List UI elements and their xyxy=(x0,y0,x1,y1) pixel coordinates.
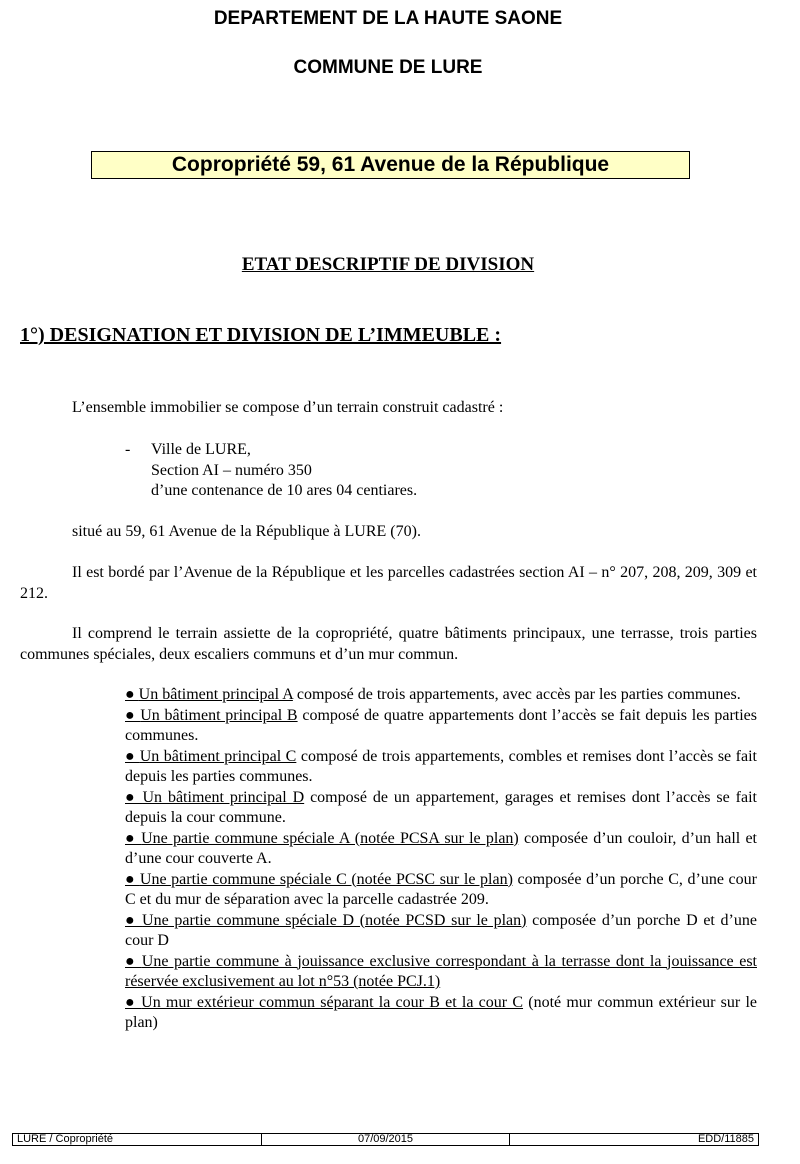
footer-reference: EDD/11885 xyxy=(509,1134,758,1145)
property-title-box xyxy=(91,151,690,179)
list-item: ● Un bâtiment principal B composé de quatre appartements dont l’accès se fait depuis les parties communes. xyxy=(125,706,757,744)
list-item: ● Un bâtiment principal D composé de un appartement, garages et remises dont l’accès se fait depuis la cour commune. xyxy=(125,788,757,826)
composition-paragraph: Il comprend le terrain assiette de la copropriété, quatre bâtiments principaux, une terrasse, trois parties communes spéciales, deux escaliers communs et d’un mur commun. xyxy=(20,625,757,663)
location-paragraph: situé au 59, 61 Avenue de la République à LURE (70). xyxy=(72,523,421,540)
commune-heading: COMMUNE DE LURE xyxy=(293,57,483,78)
cadastre-city: Ville de LURE, xyxy=(151,441,251,458)
borders-paragraph: Il est bordé par l’Avenue de la République et les parcelles cadastrées section AI – n° 207, 208, 209, 309 et 212. xyxy=(20,564,757,602)
cadastre-area: d’une contenance de 10 ares 04 centiares. xyxy=(151,482,418,499)
footer-left: LURE / Copropriété xyxy=(17,1133,113,1145)
list-item: ● Une partie commune spéciale D (notée PCSD sur le plan) composée d’un porche D et d’une cour D xyxy=(125,911,757,949)
department-heading: DEPARTEMENT DE LA HAUTE SAONE xyxy=(213,8,563,29)
list-item: ● Une partie commune spéciale C (notée PCSC sur le plan) composée d’un porche C, d’une cour C et du mur de séparation avec la parcelle cadastrée 209. xyxy=(125,870,757,908)
list-item: ● Une partie commune à jouissance exclusive correspondant à la terrasse dont la jouissance est réservée exclusivement au lot n°53 (notée PCJ.1) xyxy=(125,952,757,990)
list-item: ● Un mur extérieur commun séparant la cour B et la cour C (noté mur commun extérieur sur le plan) xyxy=(125,993,758,1031)
document-heading: ETAT DESCRIPTIF DE DIVISION xyxy=(241,254,535,275)
intro-paragraph: L’ensemble immobilier se compose d’un terrain construit cadastré : xyxy=(72,399,504,416)
cadastre-section: Section AI – numéro 350 xyxy=(151,461,312,479)
cadastre-lines xyxy=(151,440,417,502)
list-item: ● Un bâtiment principal C composé de trois appartements, combles et remises dont l’accès se fait depuis les parties communes. xyxy=(125,747,757,785)
footer-date: 07/09/2015 xyxy=(261,1134,510,1145)
page-footer xyxy=(12,1133,759,1146)
list-item: ● Une partie commune spéciale A (notée PCSA sur le plan) composée d’un couloir, d’un hall et d’une cour couverte A. xyxy=(125,829,757,867)
list-dash: - xyxy=(125,441,131,458)
section-title: 1°) DESIGNATION ET DIVISION DE L’IMMEUBLE : xyxy=(20,324,502,346)
list-item: ● Un bâtiment principal A composé de trois appartements, avec accès par les parties communes. xyxy=(125,686,741,703)
property-title: Copropriété 59, 61 Avenue de la République xyxy=(171,153,610,176)
component-list xyxy=(125,685,757,1034)
